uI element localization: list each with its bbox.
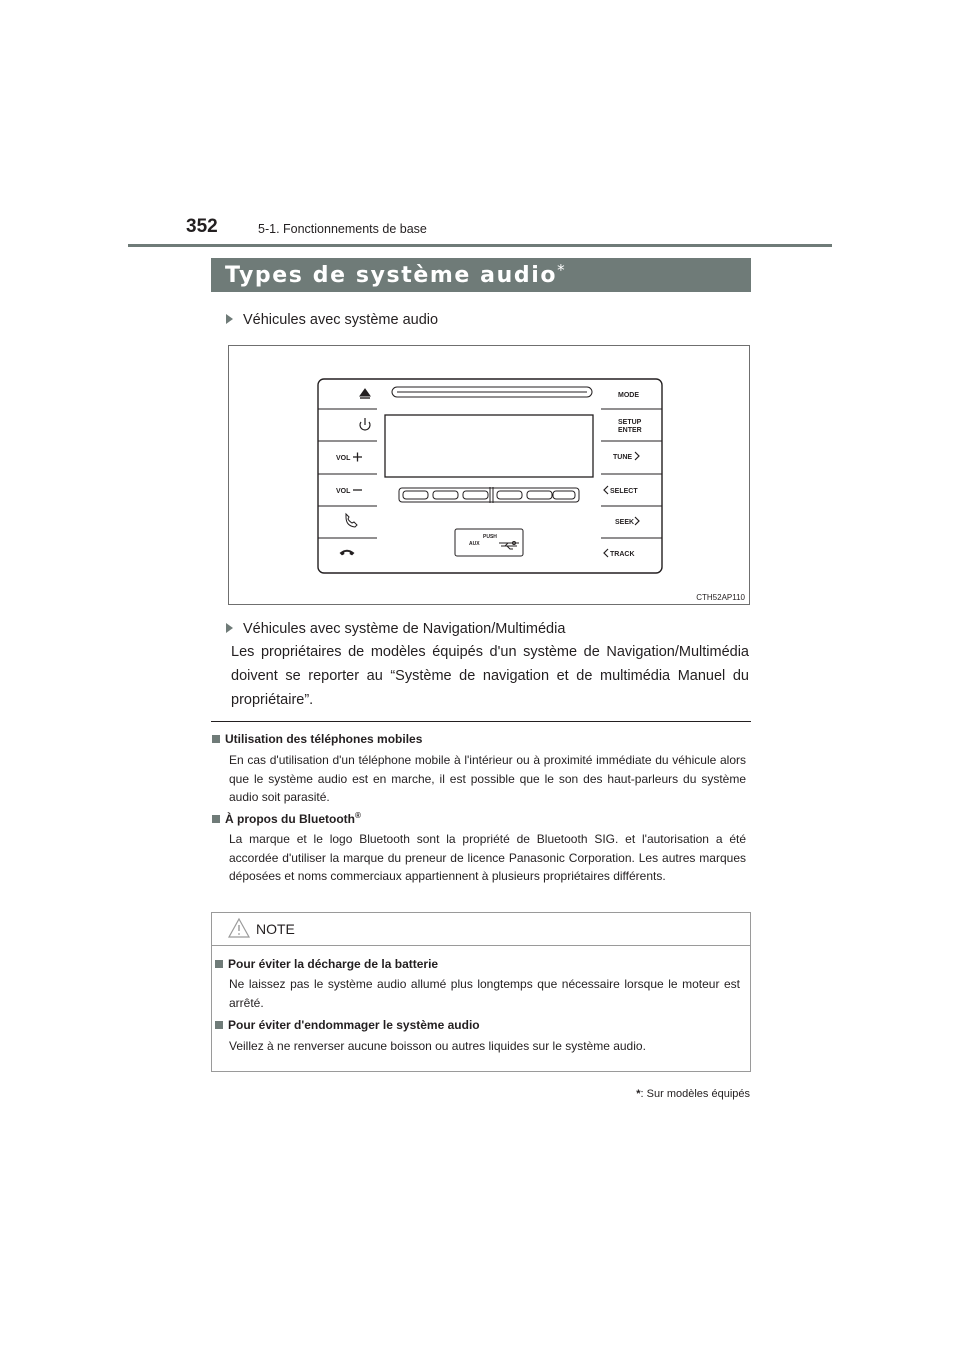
select-label: SELECT: [610, 488, 638, 495]
triangle-bullet-icon: [226, 623, 233, 633]
seek-right-icon[interactable]: [635, 517, 639, 525]
section-divider: [211, 721, 751, 722]
list-item-label: Véhicules avec système audio: [243, 312, 439, 328]
note-heading-mobile: Utilisation des téléphones mobiles: [212, 732, 422, 746]
warning-triangle-icon: [227, 917, 251, 939]
note-heading-bluetooth: À propos du Bluetooth®: [212, 811, 361, 826]
tune-right-icon[interactable]: [635, 452, 639, 460]
eject-icon[interactable]: [360, 389, 370, 396]
square-bullet-icon: [215, 1021, 223, 1029]
aux-label: AUX: [469, 541, 480, 547]
note-header: [212, 913, 750, 946]
title-bar: [211, 258, 751, 292]
note-box: [211, 912, 751, 1072]
power-icon[interactable]: [360, 418, 370, 430]
page-number: 352: [186, 216, 218, 237]
audio-unit-figure: [228, 345, 750, 605]
plus-icon[interactable]: [353, 453, 362, 462]
figure-code: CTH52AP110: [696, 593, 745, 602]
section-title: 5-1. Fonctionnements de base: [258, 222, 427, 236]
square-bullet-icon: [215, 960, 223, 968]
select-left-icon[interactable]: [604, 486, 608, 494]
note-body-bluetooth: La marque et le logo Bluetooth sont la propriété de Bluetooth SIG. et l'autorisation a été accordée d'utiliser la marque du preneur de licence Panasonic Corporation. Les autres marques déposées et noms commerciaux appartiennent à plusieurs propriétaires différents.: [229, 832, 746, 883]
square-bullet-icon: [212, 815, 220, 823]
square-bullet-icon: [212, 735, 220, 743]
list-item-label: Véhicules avec système de Navigation/Multimédia: [243, 621, 566, 637]
track-label: TRACK: [610, 551, 635, 558]
enter-label: ENTER: [618, 427, 642, 434]
triangle-bullet-icon: [226, 314, 233, 324]
footnote: *: Sur modèles équipés: [636, 1088, 750, 1100]
page-title: Types de système audio*: [225, 261, 567, 288]
list-item-navigation: [226, 621, 565, 637]
tune-label: TUNE: [613, 454, 633, 461]
note-label: NOTE: [256, 921, 295, 937]
body-paragraph: Les propriétaires de modèles équipés d'un système de Navigation/Multimédia doivent se reporter au “Système de navigation et de multimédia Manuel du propriétaire”.: [231, 644, 749, 708]
note-body-mobile: En cas d'utilisation d'un téléphone mobile à l'intérieur ou à proximité immédiate du véhicule alors que le système audio est en marche, il est possible que le son des haut-parleurs du système audio soit parasité.: [229, 753, 746, 804]
phone-icon[interactable]: [346, 514, 357, 527]
push-label: PUSH: [483, 534, 497, 540]
hang-up-icon[interactable]: [340, 550, 354, 555]
notebox-heading-damage: Pour éviter d'endommager le système audio: [215, 1018, 480, 1032]
seek-label: SEEK: [615, 519, 635, 526]
list-item-audio: [226, 312, 438, 328]
vol-down-label: VOL: [336, 488, 351, 495]
track-left-icon[interactable]: [604, 549, 608, 557]
notebox-body-battery: Ne laissez pas le système audio allumé plus longtemps que nécessaire lorsque le moteur est arrêté.: [229, 977, 740, 1010]
audio-unit-illustration: [229, 346, 749, 604]
asterisk-icon: *: [636, 1088, 641, 1100]
asterisk-icon: *: [557, 261, 567, 279]
notebox-heading-battery: Pour éviter la décharge de la batterie: [215, 957, 438, 971]
vol-up-label: VOL: [336, 455, 351, 462]
header-rule: [128, 244, 832, 247]
setup-label: SETUP: [618, 419, 642, 426]
notebox-body-damage: Veillez à ne renverser aucune boisson ou autres liquides sur le système audio.: [229, 1039, 646, 1053]
mode-label: MODE: [618, 392, 639, 399]
